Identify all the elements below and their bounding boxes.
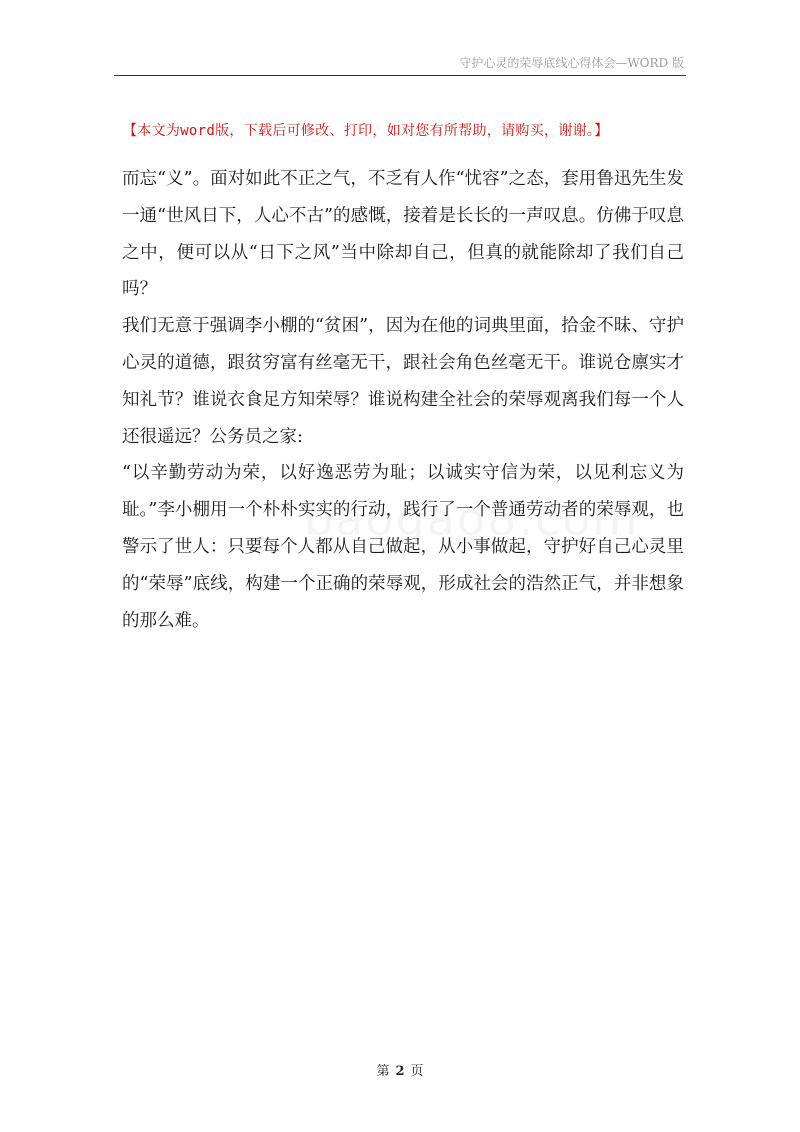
header-title: 守护心灵的荣辱底线心得体会—WORD 版 [459, 56, 684, 70]
purchase-notice: 【本文为word版，下载后可修改、打印，如对您有所帮助，请购买，谢谢。】 [123, 123, 609, 139]
page-footer [0, 1060, 800, 1079]
paragraph-1: 而忘“义”。面对如此不正之气，不乏有人作“忧容”之态，套用鲁迅先生发一通“世风日下，人心不古”的感慨，接着是长长的一声叹息。仿佛于叹息之中，便可以从“日下之风”当中除却自己，但真的就能除却了我们自己吗？ [122, 169, 684, 300]
footer-suffix: 页 [410, 1064, 424, 1079]
page-number: 2 [395, 1064, 405, 1079]
footer-prefix: 第 [376, 1064, 390, 1079]
paragraph-3: “以辛勤劳动为荣，以好逸恶劳为耻；以诚实守信为荣，以见利忘义为耻。”李小棚用一个朴朴实实的行动，践行了一个普通劳动者的荣辱观，也警示了世人：只要每个人都从自己做起，从小事做起，守护好自己心灵里的“荣辱”底线，构建一个正确的荣辱观，形成社会的浩然正气，并非想象的那么难。 [122, 463, 684, 631]
paragraph-2: 我们无意于强调李小棚的“贫困”，因为在他的词典里面，拾金不昧、守护心灵的道德，跟贫穷富有丝毫无干，跟社会角色丝毫无干。谁说仓廪实才知礼节？谁说衣食足方知荣辱？谁说构建全社会的荣辱观离我们每一个人还很遥远？公务员之家: [122, 316, 684, 447]
document-body [122, 161, 684, 639]
header-divider [114, 75, 686, 76]
